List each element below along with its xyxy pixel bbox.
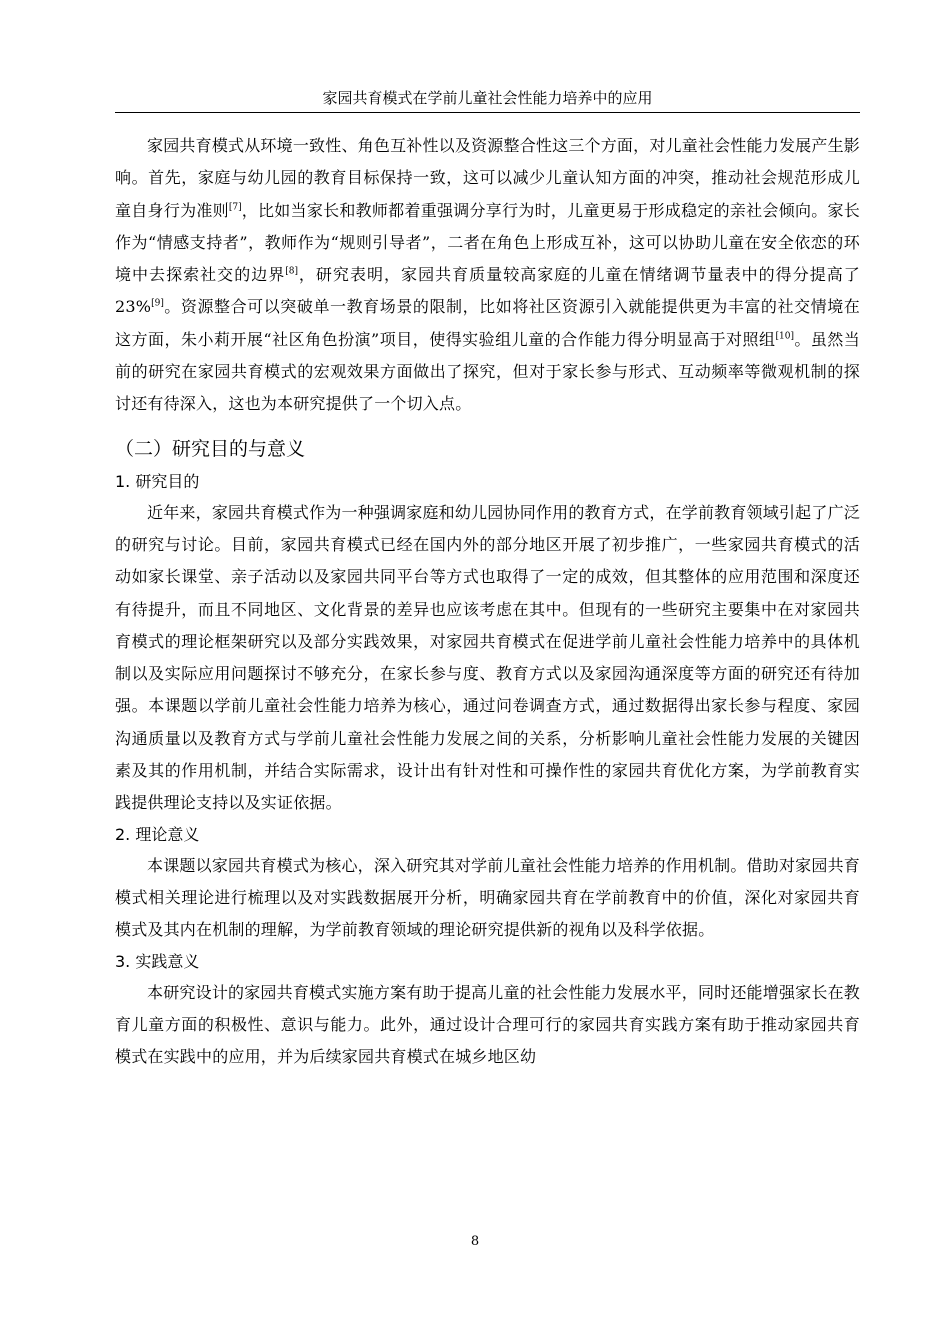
purpose-paragraph: 近年来，家园共育模式作为一种强调家庭和幼儿园协同作用的教育方式，在学前教育领域引起了广泛的研究与讨论。目前，家园共育模式已经在国内外的部分地区开展了初步推广，一些家园共育模式的活动如家长课堂、亲子活动以及家园共同平台等方式也取得了一定的成效，但其整体的应用范围和深度还有待提升，而且不同地区、文化背景的差异也应该考虑在其中。但现有的一些研究主要集中在对家园共育模式的理论框架研究以及部分实践效果，对家园共育模式在促进学前儿童社会性能力培养中的具体机制以及实际应用问题探讨不够充分，在家长参与度、教育方式以及家园沟通深度等方面的研究还有待加强。本课题以学前儿童社会性能力培养为核心，通过问卷调查方式，通过数据得出家长参与程度、家园沟通质量以及教育方式与学前儿童社会性能力发展之间的关系，分析影响儿童社会性能力发展的关键因素及其的作用机制，并结合实际需求，设计出有针对性和可操作性的家园共育优化方案，为学前教育实践提供理论支持以及实证依据。 <box>115 502 860 813</box>
intro-text: ，比如当家长和教师都着重强调分享行为时，儿童更易于形成稳定的亲社会倾向。家长作为“情感支持者”，教师作为“规则引导者”，二者在角色上形成互补，这可以协助儿童在安全依恋的环境中去探索社交的边界 <box>115 200 860 285</box>
section-heading: （二）研究目的与意义 <box>115 437 306 460</box>
practice-paragraph: 本研究设计的家园共育模式实施方案有助于提高儿童的社会性能力发展水平，同时还能增强家长在教育儿童方面的积极性、意识与能力。此外，通过设计合理可行的家园共育实践方案有助于推动家园共育模式在实践中的应用，并为后续家园共育模式在城乡地区幼 <box>115 982 860 1067</box>
subsection-heading-theory: 2. 理论意义 <box>115 824 200 844</box>
citation-ref: [8] <box>285 266 299 277</box>
intro-text: ，研究表明，家园共育质量较高家庭的儿童在情绪调节量表中的得分提高了23% <box>115 265 860 317</box>
running-header: 家园共育模式在学前儿童社会性能力培养中的应用 <box>115 86 860 113</box>
page-number: 8 <box>470 1234 480 1249</box>
subsection-heading-practice: 3. 实践意义 <box>115 951 200 971</box>
citation-ref: [9] <box>151 299 164 310</box>
citation-ref: [7] <box>228 202 242 213</box>
citation-ref: [10] <box>775 331 795 342</box>
subsection-heading-purpose: 1. 研究目的 <box>115 471 200 491</box>
intro-text: 。虽然当前的研究在家园共育模式的宏观效果方面做出了探究，但对于家长参与形式、互动频率等微观机制的探讨还有待深入，这也为本研究提供了一个切入点。 <box>115 329 860 414</box>
intro-paragraph <box>115 130 860 421</box>
intro-text: 家园共育模式从环境一致性、角色互补性以及资源整合性这三个方面，对儿童社会性能力发展产生影响。首先，家庭与幼儿园的教育目标保持一致，这可以减少儿童认知方面的冲突，推动社会规范形成儿童自身行为准则 <box>115 136 860 220</box>
page-body <box>115 130 860 1073</box>
intro-text: 。资源整合可以突破单一教育场景的限制，比如将社区资源引入就能提供更为丰富的社交情境在这方面，朱小莉开展“社区角色扮演”项目，使得实验组儿童的合作能力得分明显高于对照组 <box>115 297 860 349</box>
theory-paragraph: 本课题以家园共育模式为核心，深入研究其对学前儿童社会性能力培养的作用机制。借助对家园共育模式相关理论进行梳理以及对实践数据展开分析，明确家园共育在学前教育中的价值，深化对家园共育模式及其内在机制的理解，为学前教育领域的理论研究提供新的视角以及科学依据。 <box>115 855 860 940</box>
